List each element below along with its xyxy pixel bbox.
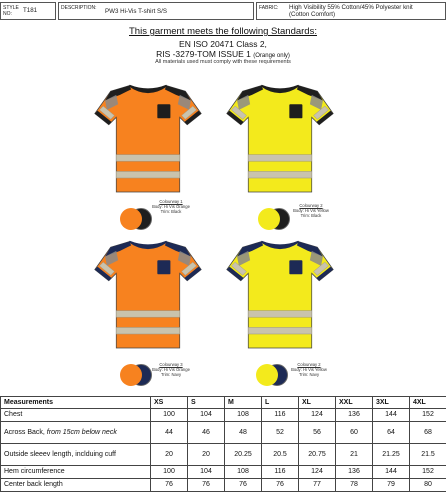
description-box [58,2,254,20]
row-label-text: Across Back, [4,428,47,436]
cell: 100 [151,409,188,422]
table-row [1,444,446,466]
colourway-body: Body: Hi Vis Yellow [291,367,327,372]
colourway-trim: Trim: Navy [298,372,320,377]
colourway-trim: Trim: Navy [160,372,182,377]
colourway-name: Colourway 1 [159,199,183,204]
table-row [1,466,446,479]
fabric-value-line1: High Visibility 55% Cotton/45% Polyester knit [289,4,413,11]
cell: 60 [336,422,373,444]
description-value: PW3 Hi-Vis T-shirt S/S [105,8,168,15]
cell: 116 [262,409,299,422]
fabric-value [289,4,413,18]
chest-pocket [289,260,302,274]
chest-pocket [289,104,302,118]
standards-line2-note: (Orange only) [253,53,290,59]
measurement-table [0,396,446,492]
cell: 76 [225,479,262,492]
fabric-label: FABRIC: [259,5,279,11]
colourway-body: Body: Hi Vis Yellow [293,208,329,213]
header-cell: S [188,397,225,409]
cell: 20.25 [225,444,262,466]
row-label: Center back length [1,479,151,492]
row-label [1,422,151,444]
tshirt-orange-black [92,72,204,200]
reflective-tape-upper [248,311,311,318]
standards-title: This garment meets the following Standards: [129,26,317,37]
cell: 104 [188,409,225,422]
cell: 48 [225,422,262,444]
cell: 20.75 [299,444,336,466]
chest-pocket [157,260,170,274]
colourway-name: Colourway 2 [299,203,323,208]
style-label-line2: NO: [3,10,12,17]
description-label: DESCRIPTION: [61,5,97,11]
body-colour-swatch [120,364,142,386]
table-header-row [1,397,446,409]
colourway-name: Colourway 2 [297,362,321,367]
cell: 78 [336,479,373,492]
cell: 21.25 [373,444,410,466]
colourway-body: Body: Hi Vis Orange [152,367,190,372]
reflective-tape-lower [248,171,311,178]
cell: 144 [373,466,410,479]
colourway-trim: Trim: Black [160,209,182,214]
cell: 52 [262,422,299,444]
header-cell: L [262,397,299,409]
cell: 152 [410,409,446,422]
cell: 20 [188,444,225,466]
reflective-tape-upper [116,155,179,162]
cell: 116 [262,466,299,479]
style-label [3,6,19,17]
cell: 124 [299,409,336,422]
cell: 80 [410,479,446,492]
standards-line1: EN ISO 20471 Class 2, [179,39,267,49]
colourway-caption [146,362,196,377]
style-box [0,2,56,20]
cell: 124 [299,466,336,479]
standards-line2-main: RIS -3279-TOM ISSUE 1 [156,49,251,59]
colourway-trim: Trim: Black [300,213,322,218]
cell: 136 [336,409,373,422]
tshirt-orange-navy [92,228,204,356]
cell: 76 [188,479,225,492]
cell: 77 [299,479,336,492]
cell: 108 [225,409,262,422]
reflective-tape-lower [248,327,311,334]
standards-line3: All materials used must comply with these requirements [155,59,291,65]
style-value: T181 [23,7,38,14]
standards-line2 [0,49,446,59]
reflective-tape-lower [116,171,179,178]
header-cell: XXL [336,397,373,409]
colourway-body: Body: Hi Vis Orange [152,204,190,209]
header-cell: 4XL [410,397,446,409]
header-cell: XS [151,397,188,409]
cell: 21.5 [410,444,446,466]
cell: 20 [151,444,188,466]
cell: 64 [373,422,410,444]
cell: 68 [410,422,446,444]
row-label: Outside sleeev length, inclduing cuff [1,444,151,466]
cell: 20.5 [262,444,299,466]
row-label-emphasis: from 15cm below neck [46,428,117,436]
chest-pocket [157,104,170,118]
reflective-tape-upper [116,311,179,318]
colourway-caption [286,203,336,218]
header-cell: Measurements [1,397,151,409]
spec-header [0,0,446,22]
colourway-name: Colourway 3 [159,362,183,367]
tshirt-yellow-black [224,72,336,200]
header-cell: XL [299,397,336,409]
cell: 76 [151,479,188,492]
header-cell: 3XL [373,397,410,409]
header-cell: M [225,397,262,409]
row-label: Chest [1,409,151,422]
cell: 104 [188,466,225,479]
body-colour-swatch [256,364,278,386]
cell: 144 [373,409,410,422]
cell: 79 [373,479,410,492]
body-colour-swatch [120,208,142,230]
reflective-tape-lower [116,327,179,334]
cell: 100 [151,466,188,479]
style-label-line1: STYLE [3,5,19,11]
cell: 152 [410,466,446,479]
cell: 108 [225,466,262,479]
cell: 46 [188,422,225,444]
cell: 56 [299,422,336,444]
tshirt-yellow-navy [224,228,336,356]
fabric-box [256,2,446,20]
table-row [1,422,446,444]
colourway-caption [284,362,334,377]
cell: 21 [336,444,373,466]
cell: 44 [151,422,188,444]
table-row [1,479,446,492]
cell: 76 [262,479,299,492]
body-colour-swatch [258,208,280,230]
reflective-tape-upper [248,155,311,162]
colourway-caption [146,199,196,214]
table-row [1,409,446,422]
fabric-value-line2: (Cotton Comfort) [289,11,336,18]
row-label: Hem circumference [1,466,151,479]
cell: 136 [336,466,373,479]
